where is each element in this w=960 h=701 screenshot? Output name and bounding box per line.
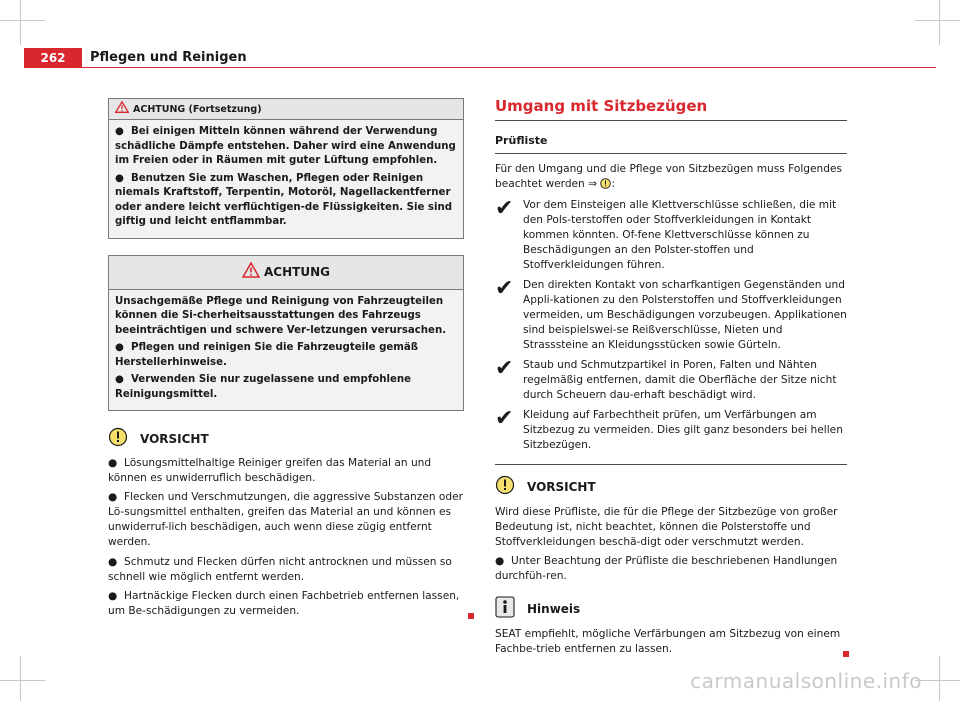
warning-title: ACHTUNG xyxy=(264,264,330,279)
checklist xyxy=(495,195,847,466)
caution-section xyxy=(108,427,464,623)
check-icon: ✔ xyxy=(495,195,514,221)
caution-bullet: ● Schmutz und Flecken dürfen nicht antrocknen und müssen so schnell wie möglich entfernt werden. xyxy=(108,555,452,583)
info-icon xyxy=(495,596,515,623)
page-number: 262 xyxy=(24,48,82,68)
checklist-intro: Für den Umgang und die Pflege von Sitzbezügen muss Folgendes beachtet werden ⇒ : xyxy=(495,162,847,194)
warning-triangle-icon xyxy=(242,262,260,283)
crop-mark xyxy=(20,0,21,45)
caution-heading xyxy=(495,475,847,500)
caution-bullet: ● Flecken und Verschmutzungen, die aggressive Substanzen oder Lö-sungsmittel enthalten, greifen das Material an und können es unwiderruf-lich beschädigen, auch wenn diese zügig entfernt werden. xyxy=(108,491,464,549)
crop-mark xyxy=(20,656,21,701)
warning-box xyxy=(108,255,464,411)
left-column xyxy=(108,98,464,624)
crop-mark xyxy=(0,20,45,21)
warning-bullet: ● Verwenden Sie nur zugelassene und empfohlene Reinigungsmittel. xyxy=(115,374,412,400)
chapter-title: Pflegen und Reinigen xyxy=(90,50,247,65)
caution-title: VORSICHT xyxy=(527,480,596,495)
exclamation-circle-icon xyxy=(600,178,611,194)
check-icon: ✔ xyxy=(495,406,514,432)
section-title: Umgang mit Sitzbezügen xyxy=(495,96,847,121)
note-heading xyxy=(495,596,847,623)
note-section xyxy=(495,596,847,662)
right-column xyxy=(495,96,847,662)
warning-continued-title: ACHTUNG (Fortsetzung) xyxy=(133,103,262,115)
watermark: carmanualsonline.info xyxy=(690,668,922,693)
warning-continued-bullet: ● Benutzen Sie zum Waschen, Pflegen oder Reinigen niemals Kraftstoff, Terpentin, Motoröl, Nagellackentferner oder andere leicht verflüchtigen-de Flüssigkeiten. Sie sind giftig und leicht entflammbar. xyxy=(115,172,452,228)
caution-section-right xyxy=(495,475,847,583)
warning-heading xyxy=(109,256,463,290)
exclamation-circle-icon xyxy=(495,475,515,500)
note-title: Hinweis xyxy=(527,601,581,616)
section-end-marker xyxy=(843,651,849,657)
exclamation-circle-icon xyxy=(108,427,128,452)
caution-bullet: ● Lösungsmittelhaltige Reiniger greifen das Material an und können es unwiderruflich beschädigen. xyxy=(108,457,432,485)
checklist-item: ✔ Kleidung auf Farbechtheit prüfen, um Verfärbungen am Sitzbezug zu vermeiden. Dies gilt ganz besonders bei hellen Sitzbezügen. xyxy=(495,408,847,453)
warning-triangle-icon xyxy=(115,101,129,117)
caution-title: VORSICHT xyxy=(140,432,209,447)
crop-mark xyxy=(939,656,940,701)
crop-mark xyxy=(939,0,940,45)
crop-mark xyxy=(915,20,960,21)
warning-bullet: ● Pflegen und reinigen Sie die Fahrzeugteile gemäß Herstellerhinweise. xyxy=(115,342,419,368)
checklist-item: ✔ Staub und Schmutzpartikel in Poren, Falten und Nähten regelmäßig entfernen, damit die Oberfläche der Sitze nicht durch Scheuern dau-erhaft beschädigt wird. xyxy=(495,358,847,403)
warning-text: Unsachgemäße Pflege und Reinigung von Fahrzeugteilen können die Si-cherheitsausstattungen des Fahrzeugs beeinträchtigen und schwere Ver-letzungen verursachen. xyxy=(115,295,447,336)
check-icon: ✔ xyxy=(495,276,514,302)
section-end-marker xyxy=(468,613,474,619)
header-rule xyxy=(82,67,936,68)
checklist-item: ✔ Vor dem Einsteigen alle Klettverschlüsse schließen, die mit den Pols-terstoffen oder Stoffverkleidungen in Kontakt kommen könnten. Of-fene Klettverschlüsse können zu Beschädigungen an den Polster-stoffen und Stoffverkleidungen führen. xyxy=(495,198,847,273)
warning-continued-box xyxy=(108,98,464,239)
warning-continued-heading xyxy=(109,99,463,120)
caution-bullet: ● Hartnäckige Flecken durch einen Fachbetrieb entfernen lassen, um Be-schädigungen zu vermeiden. xyxy=(108,589,460,617)
crop-mark xyxy=(0,680,45,681)
warning-continued-bullet: ● Bei einigen Mitteln können während der Verwendung schädliche Dämpfe entstehen. Daher wird eine Anwendung im Freien oder in Räumen mit guter Lüftung empfohlen. xyxy=(115,126,456,167)
caution-heading xyxy=(108,427,464,452)
subsection-title: Prüfliste xyxy=(495,133,847,154)
caution-text: Wird diese Prüfliste, die für die Pflege der Sitzbezüge von großer Bedeutung ist, nicht beachtet, können die Polsterstoffe und Stoffverkleidungen beschä-digt oder verschmutzt werden. xyxy=(495,505,838,548)
caution-bullet: ● Unter Beachtung der Prüfliste die beschriebenen Handlungen durchfüh-ren. xyxy=(495,554,838,582)
note-text: SEAT empfiehlt, mögliche Verfärbungen am Sitzbezug von einem Fachbe-trieb entfernen zu lassen. xyxy=(495,627,841,655)
check-icon: ✔ xyxy=(495,356,514,382)
checklist-item: ✔ Den direkten Kontakt von scharfkantigen Gegenständen und Appli-kationen zu den Polsterstoffen und Stoffverkleidungen vermeiden, um Beschädigungen vorzubeugen. Applikationen sind beispielswei-se Reißverschlüsse, Nieten und Strasssteine an Kleidungsstücken sowie Gürteln. xyxy=(495,278,847,353)
